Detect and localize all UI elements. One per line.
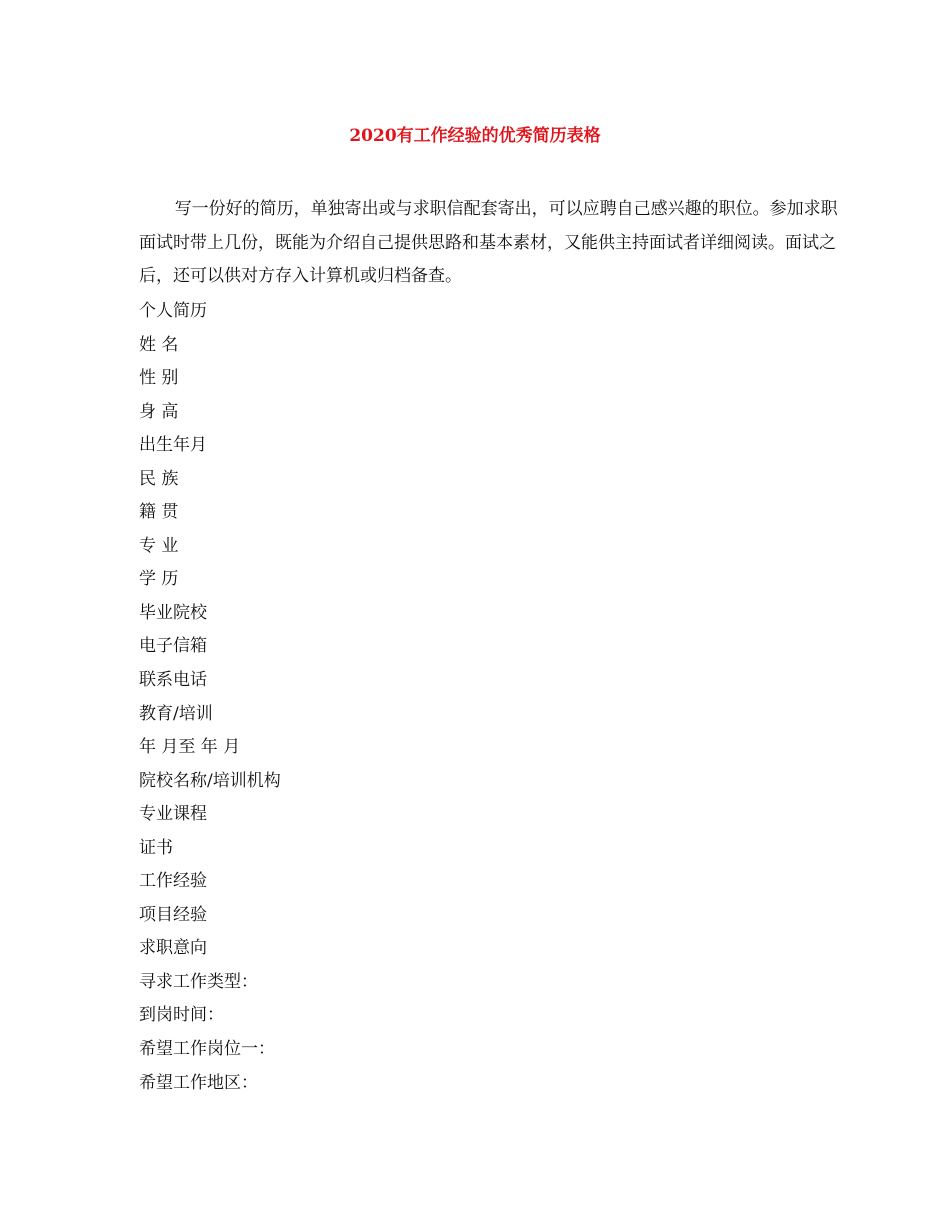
document-title: 2020有工作经验的优秀简历表格 bbox=[349, 126, 601, 146]
field-education-level: 学 历 bbox=[139, 569, 179, 590]
field-birth-date: 出生年月 bbox=[139, 435, 207, 456]
intro-paragraph-block bbox=[139, 193, 839, 294]
field-name: 姓 名 bbox=[139, 334, 179, 355]
field-email: 电子信箱 bbox=[139, 636, 207, 657]
field-height: 身 高 bbox=[139, 401, 179, 422]
field-section-work-experience: 工作经验 bbox=[139, 871, 207, 892]
field-section-personal-resume: 个人简历 bbox=[139, 301, 207, 321]
resume-field-list bbox=[139, 295, 819, 1100]
field-desired-region: 希望工作地区： bbox=[139, 1072, 258, 1093]
field-gender: 性 别 bbox=[139, 368, 179, 389]
field-school-institution: 院校名称/培训机构 bbox=[139, 770, 281, 791]
intro-paragraph: 写一份好的简历，单独寄出或与求职信配套寄出，可以应聘自己感兴趣的职位。参加求职面试时带上几份，既能为介绍自己提供思路和基本素材，又能供主持面试者详细阅读。面试之后，还可以供对方存入计算机或归档备查。 bbox=[139, 199, 838, 286]
field-courses: 专业课程 bbox=[139, 804, 207, 825]
field-start-time: 到岗时间： bbox=[139, 1005, 224, 1026]
field-section-project-experience: 项目经验 bbox=[139, 904, 207, 925]
field-job-type: 寻求工作类型： bbox=[139, 971, 258, 992]
field-major: 专 业 bbox=[139, 535, 179, 556]
field-desired-position-1: 希望工作岗位一： bbox=[139, 1039, 275, 1060]
field-graduate-school: 毕业院校 bbox=[139, 602, 207, 623]
field-native-place: 籍 贯 bbox=[139, 502, 179, 523]
field-date-range: 年 月至 年 月 bbox=[139, 737, 241, 758]
field-section-job-intention: 求职意向 bbox=[139, 938, 207, 959]
field-certificates: 证书 bbox=[139, 837, 173, 858]
field-ethnicity: 民 族 bbox=[139, 468, 179, 489]
field-phone: 联系电话 bbox=[139, 670, 207, 691]
field-section-education-training: 教育/培训 bbox=[139, 703, 213, 724]
